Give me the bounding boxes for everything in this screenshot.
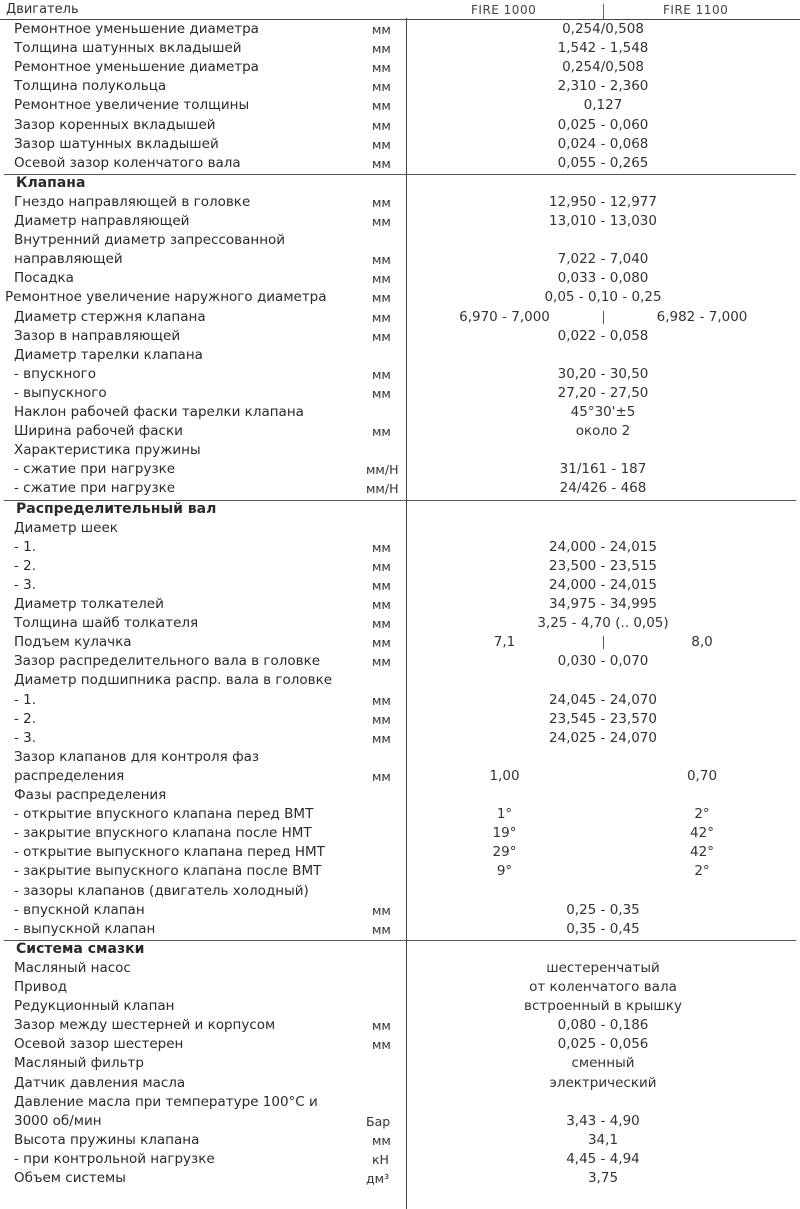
spec-row [0,212,800,231]
spec-value: 24,000 - 24,015 [549,576,657,593]
spec-label: Масляный фильтр [14,1055,144,1072]
spec-value-fire-1000: 7,1 [493,634,516,651]
spec-label: Диаметр стержня клапана [14,308,206,325]
spec-label: Ширина рабочей фаски [14,423,183,440]
spec-row [0,135,800,154]
spec-value-fire-1100: 42° [690,844,714,861]
spec-unit: Бар [366,1113,391,1129]
spec-row [0,710,800,729]
spec-row [0,1112,800,1131]
spec-label: - сжатие при нагрузке [14,461,176,478]
spec-value-fire-1100: 2° [694,806,710,823]
spec-value-fire-1000: 29° [492,844,517,861]
spec-label: - выпускной клапан [14,920,156,937]
spec-value-fire-1000: 6,970 - 7,000 [459,308,550,325]
spec-value: 30,20 - 30,50 [557,365,649,382]
spec-label: Привод [14,979,68,995]
header-col-fire-1000: FIRE 1000 [471,3,537,17]
spec-value-fire-1000: 9° [496,863,513,880]
spec-label: Датчик давления масла [14,1074,186,1091]
spec-row [0,901,800,920]
spec-value: 0,25 - 0,35 [566,901,640,918]
spec-value: 3,75 [587,1170,619,1186]
spec-label: Ремонтное уменьшение диаметра [14,59,259,76]
spec-unit: мм [372,366,391,382]
spec-row [0,96,800,115]
spec-label: Наклон рабочей фаски тарелки клапана [14,404,304,420]
spec-unit: мм [372,328,391,344]
spec-row [0,1016,800,1035]
spec-row [0,288,800,307]
spec-row [0,250,800,269]
spec-row [0,1131,800,1150]
spec-value: 27,20 - 27,50 [557,384,649,401]
spec-unit: мм [372,577,391,593]
spec-value: 34,975 - 34,995 [549,596,657,612]
spec-value-fire-1100: 0,70 [686,767,718,784]
spec-row [0,519,800,538]
spec-row [0,614,800,633]
section-title: Система смазки [16,940,145,957]
spec-label: Зазор шатунных вкладышей [14,135,219,152]
header-column-divider [603,4,604,19]
spec-value: 0,080 - 0,186 [557,1017,649,1034]
spec-row [0,843,800,862]
spec-value: 1,542 - 1,548 [557,40,649,57]
spec-value: 0,05 - 0,10 - 0,25 [544,289,662,306]
spec-label: Диаметр тарелки клапана [14,346,203,363]
spec-unit: мм [372,921,391,937]
spec-label: Ремонтное уменьшение диаметра [14,21,259,37]
spec-unit: мм [372,616,391,632]
spec-row [0,39,800,58]
spec-unit: мм [372,79,391,95]
spec-value: 0,127 [583,97,623,114]
spec-value: встроенный в крышку [524,998,682,1015]
spec-unit: мм [372,539,391,555]
spec-value: 3,43 - 4,90 [566,1112,640,1129]
spec-row [0,652,800,671]
spec-value: шестеренчатый [546,959,660,976]
spec-value: 0,254/0,508 [562,21,644,37]
spec-row [0,729,800,748]
spec-label: Диаметр подшипника распр. вала в головке [14,672,333,689]
spec-value-fire-1000: 19° [492,825,517,842]
spec-label: - открытие впускного клапана перед ВМТ [14,806,314,823]
spec-label: Высота пружины клапана [14,1131,200,1148]
spec-label: Редукционный клапан [14,998,175,1015]
section-title: Распределительный вал [16,500,217,517]
spec-label: - впускной клапан [14,901,145,918]
spec-label: - 3. [14,729,37,746]
spec-row [0,58,800,77]
spec-label: Характеристика пружины [14,442,201,459]
spec-row [0,116,800,135]
spec-value: около 2 [575,423,631,440]
spec-row [0,862,800,881]
spec-unit: мм [372,768,391,784]
spec-value: 12,950 - 12,977 [549,193,657,210]
spec-value: 3,25 - 4,70 (.. 0,05) [537,615,669,632]
spec-unit: мм [372,1037,391,1053]
spec-row [0,327,800,346]
spec-value: электрический [549,1074,657,1091]
spec-row [0,882,800,901]
spec-value: сменный [571,1055,635,1072]
spec-row [0,920,800,939]
spec-value: 0,35 - 0,45 [566,920,640,937]
spec-label: Давление масла при температуре 100°С и [14,1093,318,1110]
spec-label: Диаметр шеек [14,519,118,536]
spec-value: 24/426 - 468 [559,480,647,497]
spec-row [0,269,800,288]
spec-label: Толщина шатунных вкладышей [14,40,242,57]
spec-row [0,557,800,576]
spec-row [0,308,800,327]
spec-value: 0,033 - 0,080 [557,270,649,287]
spec-value-fire-1100: 2° [694,863,710,880]
header-engine-label: Двигатель [6,2,79,17]
spec-unit: мм [372,290,391,306]
section-heading-row [0,940,800,959]
spec-row [0,595,800,614]
spec-label: - сжатие при нагрузке [14,480,176,497]
spec-label: Посадка [14,270,74,287]
spec-label: - впускного [14,365,96,382]
spec-unit: дм³ [366,1171,390,1186]
spec-label: - закрытие впускного клапана после НМТ [14,825,312,842]
spec-value: 0,055 - 0,265 [557,154,649,171]
spec-value: 24,045 - 24,070 [549,691,657,708]
spec-value: 45°30'±5 [570,404,636,420]
spec-value: 0,024 - 0,068 [557,135,649,152]
spec-label: 3000 об/мин [14,1112,102,1129]
spec-row [0,1150,800,1169]
spec-unit: мм [372,1132,391,1148]
spec-label: Осевой зазор шестерен [14,1036,184,1053]
spec-label: Осевой зазор коленчатого вала [14,154,241,171]
spec-unit: мм [372,271,391,287]
spec-label: Объем системы [14,1170,126,1186]
spec-unit: мм [372,155,391,171]
spec-row [0,691,800,710]
spec-label: - 2. [14,710,37,727]
spec-value: 7,022 - 7,040 [557,251,649,268]
spec-label: - открытие выпускного клапана перед НМТ [14,844,325,861]
spec-row [0,576,800,595]
spec-row [0,403,800,422]
spec-value: 13,010 - 13,030 [549,213,657,229]
spec-unit: мм [372,635,391,651]
spec-value: от коленчатого вала [529,979,677,995]
spec-row [0,1054,800,1073]
spec-label: - зазоры клапанов (двигатель холодный) [14,882,309,899]
spec-value-fire-1100: 42° [690,825,714,842]
spec-row [0,479,800,498]
spec-row [0,959,800,978]
spec-value: 0,025 - 0,060 [557,116,649,133]
spec-unit: мм [372,22,391,37]
spec-row [0,441,800,460]
spec-unit: мм [372,60,391,76]
spec-value: 4,45 - 4,94 [566,1150,640,1167]
spec-value-fire-1000: 1,00 [489,767,520,784]
spec-label: Масляный насос [14,959,131,976]
spec-row [0,786,800,805]
spec-value: 0,025 - 0,056 [557,1036,649,1053]
spec-row [0,77,800,96]
spec-unit: мм [372,654,391,670]
spec-label: - при контрольной нагрузке [14,1150,215,1167]
spec-value: 0,022 - 0,058 [557,327,649,344]
spec-row [0,767,800,786]
spec-value: 31/161 - 187 [559,461,647,478]
spec-row [0,1093,800,1112]
spec-unit: мм [372,597,391,612]
spec-value: 24,000 - 24,015 [549,538,657,555]
spec-value: 0,254/0,508 [562,59,644,76]
spec-unit: мм [372,41,391,57]
header-col-fire-1100: FIRE 1100 [663,3,729,17]
spec-row [0,824,800,843]
spec-row [0,154,800,173]
spec-label: Зазор распределительного вала в головке [14,653,321,670]
spec-row [0,384,800,403]
section-heading-row [0,500,800,519]
spec-unit: мм [372,98,391,114]
spec-label: Диаметр толкателей [14,596,164,612]
spec-unit: мм/Н [366,481,399,497]
spec-unit: мм [372,309,391,325]
spec-label: Ремонтное увеличение толщины [14,97,250,114]
spec-value-fire-1100: 8,0 [691,634,713,651]
spec-value: 23,500 - 23,515 [549,557,657,574]
spec-row [0,193,800,212]
spec-unit: мм [372,385,391,401]
spec-label: Зазор клапанов для контроля фаз [14,748,260,765]
spec-label: - 1. [14,691,37,708]
spec-value: 23,545 - 23,570 [549,710,657,727]
spec-row [0,365,800,384]
table-header [0,0,800,20]
spec-unit: мм [372,136,391,152]
spec-label: - 2. [14,557,37,574]
spec-label: направляющей [14,251,123,268]
spec-row [0,997,800,1016]
spec-label: Подъем кулачка [14,634,132,651]
spec-label: - 1. [14,538,37,555]
spec-unit: мм [372,711,391,727]
spec-unit: мм [372,214,391,229]
spec-row [0,978,800,997]
spec-unit: мм [372,252,391,268]
spec-value: 0,030 - 0,070 [557,653,649,670]
spec-row [0,346,800,365]
section-heading-row [0,174,800,193]
spec-label: Толщина шайб толкателя [14,615,199,632]
spec-unit: мм/Н [366,462,399,478]
spec-label: Диаметр направляющей [14,213,190,229]
column-split-mark [603,636,604,649]
spec-unit: мм [372,730,391,746]
spec-unit: мм [372,117,391,133]
spec-row [0,231,800,250]
spec-row [0,805,800,824]
spec-row [0,538,800,557]
spec-unit: мм [372,902,391,918]
spec-value-fire-1000: 1° [496,806,513,823]
spec-value: 24,025 - 24,070 [549,729,657,746]
spec-label: Зазор в направляющей [14,327,181,344]
spec-label: Ремонтное увеличение наружного диаметра [5,289,327,306]
spec-label: Зазор между шестерней и корпусом [14,1017,276,1034]
spec-row [0,460,800,479]
spec-label: - закрытие выпускного клапана после ВМТ [14,863,322,880]
spec-label: - 3. [14,576,37,593]
spec-unit: мм [372,424,391,440]
spec-row [0,20,800,39]
spec-unit: мм [372,558,391,574]
spec-unit: мм [372,692,391,708]
spec-row [0,1169,800,1188]
column-split-mark [603,311,604,324]
spec-row [0,1074,800,1093]
spec-row [0,1035,800,1054]
spec-value-fire-1100: 6,982 - 7,000 [656,308,748,325]
spec-label: Толщина полукольца [14,78,167,95]
spec-label: Гнездо направляющей в головке [14,193,251,210]
spec-value: 34,1 [587,1131,619,1148]
spec-label: - выпускного [14,384,107,401]
section-title: Клапана [16,174,86,191]
spec-label: распределения [14,767,125,784]
spec-label: Внутренний диаметр запрессованной [14,232,286,249]
spec-value: 2,310 - 2,360 [557,78,649,95]
spec-unit: кН [372,1151,389,1167]
spec-label: Зазор коренных вкладышей [14,116,216,133]
spec-row [0,671,800,690]
spec-row [0,748,800,767]
spec-unit: мм [372,194,391,210]
spec-row [0,633,800,652]
spec-unit: мм [372,1018,391,1034]
spec-label: Фазы распределения [14,787,167,803]
spec-row [0,422,800,441]
